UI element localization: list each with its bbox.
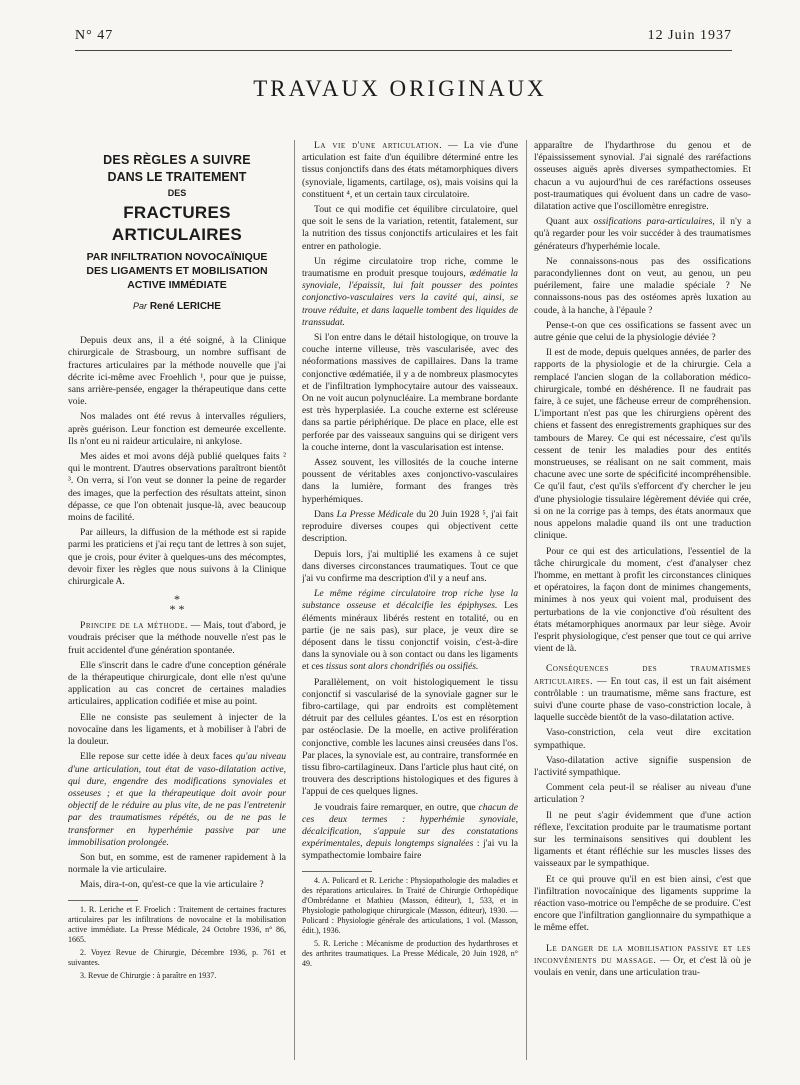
header-rule <box>75 50 732 51</box>
subtitle-line: DES LIGAMENTS ET MOBILISATION <box>86 265 268 277</box>
paragraph: Vaso-constriction, cela veut dire excitation sympathique. <box>534 727 751 751</box>
paragraph: Par ailleurs, la diffusion de la méthode est si rapide parmi les praticiens et j'ai reçu tant de lettres à son sujet, que je crois, pour éviter à quelques-uns des mécomptes, devoir fixer les règles que nous suivons à la Clinique chirurgicale A. <box>68 527 286 588</box>
title-line: DES <box>167 188 187 198</box>
footnote-rule <box>302 871 372 872</box>
paragraph <box>302 509 518 546</box>
emphasis-text: chacun de ces deux termes : hyperhémie synoviale, décalcification, s'appuie sur des constatations expérimentales, depuis longtemps signalées <box>302 801 518 850</box>
paragraph-text: — En tout cas, il est un fait aisément contrôlable : un traumatisme, même sans fracture, est suivi d'une courte phase de vaso-constriction locale, à laquelle succède bientôt de la vaso-dilatation active. <box>534 675 751 724</box>
paragraph-text: du 20 Juin 1928 ⁵, j'ai fait reproduire diverses coupes qui objectivent cette description. <box>302 508 518 545</box>
emphasis-text: œdématie la synoviale, l'épaissit, lui fait pousser des pointes conjonctivo-vasculaires vers la cavité qui, ainsi, se trouve réduite, et dans laquelle tombent des liquides de transsudat. <box>302 268 518 328</box>
paragraph-text: Elle repose sur cette idée à deux faces <box>80 751 236 763</box>
subtitle-line: PAR INFILTRATION NOVOCAÏNIQUE <box>86 251 268 263</box>
paragraph-text: — Or, et c'est là où je voulais en venir, dans une articulation trau- <box>534 954 751 978</box>
paragraph: apparaître de l'hydarthrose du genou et de l'épaississement synovial. J'ai signalé des raréfactions osseuses aiguës après diverses sympathectomies. Et chacun a vu aujourd'hui de ces raréfactions osseuses post-traumatiques qui évoluent dans un cadre de vaso-dilatation active que l'oscillomètre enregistre. <box>534 140 751 213</box>
footnote: 3. Revue de Chirurgie : à paraître en 1937. <box>80 970 217 980</box>
paragraph-text: Un régime circulatoire trop riche, comme le traumatisme en produit presque toujours, <box>302 255 518 280</box>
paragraph-text: , il n'y a qu'à regarder pour les voir succéder à des traumatismes générateurs d'hyperhémie locale. <box>534 216 751 252</box>
paragraph: Et ce qui prouve qu'il en est bien ainsi, c'est que l'infiltration novocaïnique des ligaments supprime la réaction vaso-motrice ou l'empêche de se produire. C'est encore que l'infiltration ganglionnaire du sympathique a le même effet. <box>534 873 751 934</box>
paragraph: Parallèlement, on voit histologiquement le tissu conjonctif si vascularisé de la synoviale gagner sur le fibro-cartilage, qui par endroits est complètement détruit par des cellules géantes. L'os est en résorption par ostéoclasie. De la moelle, en active prolifération conjonctive, comble les lacunes ainsi creusées dans l'os. Par places, la synoviale est, au contraire, transformée en tissu fibro-cartilagineux. Dans l'article plus haut cité, on trouvera des descriptions histologiques et des figures à l'appui de ces quelques lignes. <box>302 676 518 798</box>
footnote: 1. R. Leriche et F. Froelich : Traitement de certaines fractures articulaires par les infiltrations de novocaïne et la mobilisation active immédiate. La Presse Médicale, 24 Octobre 1936, n° 86, 1665. <box>68 904 286 944</box>
paragraph-text: : j'ai vu la sympathectomie lombaire faire <box>302 838 518 862</box>
journal-title: La Presse Médicale <box>336 508 414 520</box>
footnote: 4. A. Policard et R. Leriche : Physiopathologie des maladies et des réparations articulaires. In Traité de Chirurgie Orthopédique d'Ombrédanne et Mathieu (Masson, éditeur), 1, 533, et in Physiologie pathologique chirurgicale (Masson, éditeur), 1930. — Policard : Physiologie générale des articulations, 1 vol. (Masson, édit.), 1936. <box>302 875 518 935</box>
paragraph <box>302 140 518 201</box>
separator-stars: * * <box>169 602 185 617</box>
subtitle-line: ACTIVE IMMÉDIATE <box>127 279 227 291</box>
issue-number: N° 47 <box>75 28 114 43</box>
title-line: DES RÈGLES A SUIVRE <box>103 153 251 167</box>
run-in-heading: Conséquences des traumatismes articulaires. <box>534 663 751 687</box>
paragraph-text: Dans <box>314 508 337 520</box>
byline-prefix: Par <box>133 301 148 311</box>
emphasis-text: Le même régime circulatoire trop riche lyse la substance osseuse et décalcifie les épiphyses. <box>302 588 518 612</box>
column-1 <box>68 140 286 1085</box>
paragraph: Pour ce qui est des articulations, l'essentiel de la tâche chirurgicale du moment, c'est d'analyser chez l'homme, en mettant à profit les circonstances cliniques et opératoires, la façon dont de minimes changements, minimes à nos yeux qui voient mal, produisent des perturbations de la vie conjonctive d'où résultent des états métamorphiques anormaux par leur siège. Avoir l'esprit physiologique, c'est penser que tout ce qui arrive vient de là. <box>534 545 751 655</box>
author-name: René LERICHE <box>149 301 221 312</box>
paragraph: Pense-t-on que ces ossifications se fassent avec un autre génie que celui de la physiologie déviée ? <box>534 319 751 344</box>
byline <box>68 300 286 313</box>
paragraph: Mais, dira-t-on, qu'est-ce que la vie articulaire ? <box>80 879 264 891</box>
emphasis-text: tissus sont alors chondrifiés ou ossifiés. <box>325 661 479 673</box>
paragraph: Vaso-dilatation active signifie suspension de l'activité sympathique. <box>534 754 751 778</box>
run-in-heading: Le danger de la mobilisation passive et les inconvénients du massage. <box>534 942 751 966</box>
paragraph: Mes aides et moi avons déjà publié quelques faits ² qui le montrent. D'autres observations paraîtront bientôt ³. On verra, si l'on veut se donner la peine de regarder des images, que la perfection des résultats atteint, sinon dépasse, ce que l'on obtenait jusque-là, avec beaucoup moins de facilité. <box>68 451 286 524</box>
footnote: 5. R. Leriche : Mécanisme de production des hydarthroses et des arthrites traumatiques. La Presse Médicale, 20 Juin 1928, n° 49. <box>302 938 518 968</box>
paragraph: Nos malades ont été revus à intervalles réguliers, après guérison. Leur fonction est demeurée excellente. Ils n'ont eu ni raideur articulaire, ni ankylose. <box>68 411 286 447</box>
paragraph: Elle s'inscrit dans le cadre d'une conception générale de la thérapeutique chirurgicale, dont elle n'est qu'une application au cas concret de certaines maladies articulaires, application codifiée et mise au point. <box>68 659 286 708</box>
issue-date: 12 Juin 1937 <box>647 28 732 43</box>
page-header <box>75 20 732 50</box>
paragraph-text: Les éléments minéraux libérés restent en totalité, ou en partie (je ne sais pas), sur place, je veux dire se déposent dans le tissu conjonctif voisin, c'est-à-dire dans la synoviale ou à son contact ou dans les ligaments et ces <box>302 600 518 673</box>
section-title: TRAVAUX ORIGINAUX <box>253 76 547 101</box>
paragraph-text: Quant aux <box>546 216 594 228</box>
column-2 <box>302 140 518 1080</box>
paragraph: Comment cela peut-il se réaliser au niveau d'une articulation ? <box>534 782 751 806</box>
paragraph: Assez souvent, les villosités de la couche interne poussent de véritables axes conjonctivo-vasculaires dans la lumière, formant des franges très hyperhémiques. <box>302 457 518 505</box>
paragraph: Son but, en somme, est de ramener rapidement à la normale la vie articulaire. <box>68 851 286 876</box>
column-3 <box>534 140 751 1080</box>
article-title-block <box>68 152 286 313</box>
column-divider <box>526 140 527 1060</box>
paragraph: Si l'on entre dans le détail histologique, on trouve la couche interne villeuse, très vascularisée, avec des néoformations massives de capillaires. Dans la trame conjonctive œdématiée, il y a de nombreux plasmocytes et de l'infiltration lymphocytaire autour des vaisseaux. On ne voit aucun polynucléaire. La membrane bordante est très hyperplasiée. La couche externe est scléreuse dans sa partie périphérique. De place en place, elle est perforée par des vaisseaux sanguins qui se dirigent vers la couche interne, dont la vascularisation est intense. <box>302 332 518 453</box>
paragraph: Depuis deux ans, il a été soigné, à la Clinique chirurgicale de Strasbourg, un nombre suffisant de fractures articulaires par la méthode nouvelle que j'ai décrite ici-même avec Froehlich ¹, pour que je puisse, sans arrière-pensée, engager la thérapeutique dans cette voie. <box>68 335 286 408</box>
article-main-title: FRACTURES ARTICULAIRES <box>111 203 243 244</box>
title-line: DANS LE TRAITEMENT <box>107 170 247 184</box>
section-separator <box>68 592 286 617</box>
paragraph <box>534 663 751 724</box>
emphasis-text: qu'au niveau d'une articulation, tout état de vaso-dilatation active, qui dure, engendre des modifications synoviales et osseuses ; et que la thérapeutique doit avoir pour objectif de le réduire au plus vite, de ne pas l'entretenir par des traumatismes répétés, ou de ne pas le transformer en hyperhémie passive par une immobilisation prolongée. <box>68 751 286 848</box>
paragraph <box>302 588 518 673</box>
paragraph <box>68 751 286 849</box>
separator-star: * <box>174 592 180 607</box>
paragraph <box>534 943 751 980</box>
paragraph <box>534 216 751 253</box>
paragraph: Tout ce qui modifie cet équilibre circulatoire, quel que soit le sens de la variation, retentit, fatalement, sur la nutrition des tissus conjonctifs articulaires et les fait entrer en pathologie. <box>302 204 518 252</box>
paragraph-text: — La vie d'une articulation est faite d'un équilibre déterminé entre les tissus conjonctifs dans des états métamorphiques divers (synoviale, ligaments, cartilage, os), mais voisins qui la constituent ⁴, et un certain taux circulatoire. <box>302 140 518 200</box>
paragraph: Il est de mode, depuis quelques années, de parler des rapports de la physiologie et de la chirurgie. Cela a remplacé l'ancien slogan de la collaboration médico-chirurgicale, tombé en déshérence. Il ne faudrait pas faire, à ce sujet, une fâcheuse erreur de compréhension. L'important n'est pas que les chirurgiens opèrent des chiens et fassent des enregistrements graphiques sur des tambours de Marey. Ce qui est nécessaire, c'est qu'ils cessent de tenir les maladies pour des entités monstrueuses, se réalisant on ne sait comment, mais chacune avec une sorte de spécificité incompréhensible. Ce qu'il faut, c'est qu'ils s'efforcent d'y chercher le jeu d'une physiologie tissulaire légèrement déviée qui crée, si on ne la corrige pas à temps, des états anormaux que nous appelons maladie quand ils ont une traduction clinique. <box>534 347 751 542</box>
paragraph-text: Je voudrais faire remarquer, en outre, que <box>314 801 479 813</box>
emphasis-text: ossifications para-articulaires <box>593 216 713 228</box>
paragraph: Il ne peut s'agir évidemment que d'une action réflexe, l'excitation produite par le traumatisme portant sur les terminaisons sensitives qui doublent les ligaments et étant réfléchie sur les muscles lisses des vaisseaux par le sympathique. <box>534 809 751 870</box>
footnote-rule <box>68 900 138 901</box>
paragraph: Elle ne consiste pas seulement à injecter de la novocaïne dans les ligaments, et à mobiliser à l'abri de la douleur. <box>68 711 286 748</box>
column-divider <box>294 140 295 1060</box>
paragraph <box>68 620 286 657</box>
paragraph-text: — Mais, tout d'abord, je voudrais préciser que la méthode nouvelle n'est pas le fruit accidentel d'une génération spontanée. <box>68 620 286 656</box>
footnote: 2. Voyez Revue de Chirurgie, Décembre 1936, p. 761 et suivantes. <box>68 947 286 967</box>
paragraph <box>302 802 518 863</box>
paragraph <box>302 256 518 329</box>
run-in-heading: La vie d'une articulation. <box>314 140 443 151</box>
paragraph: Depuis lors, j'ai multiplié les examens à ce sujet dans diverses circonstances traumatiques. Tout ce que j'ai vu confirme ma description d'il y a neuf ans. <box>302 548 518 584</box>
run-in-heading: Principe de la méthode. <box>80 620 188 632</box>
paragraph: Ne connaissons-nous pas des ossifications paracondyliennes dont on veut, au genou, un peu puérilement, faire une maladie spéciale ? Ne connaissons-nous pas des ostéomes après luxation au coude, à la hanche, à l'épaule ? <box>534 255 751 316</box>
